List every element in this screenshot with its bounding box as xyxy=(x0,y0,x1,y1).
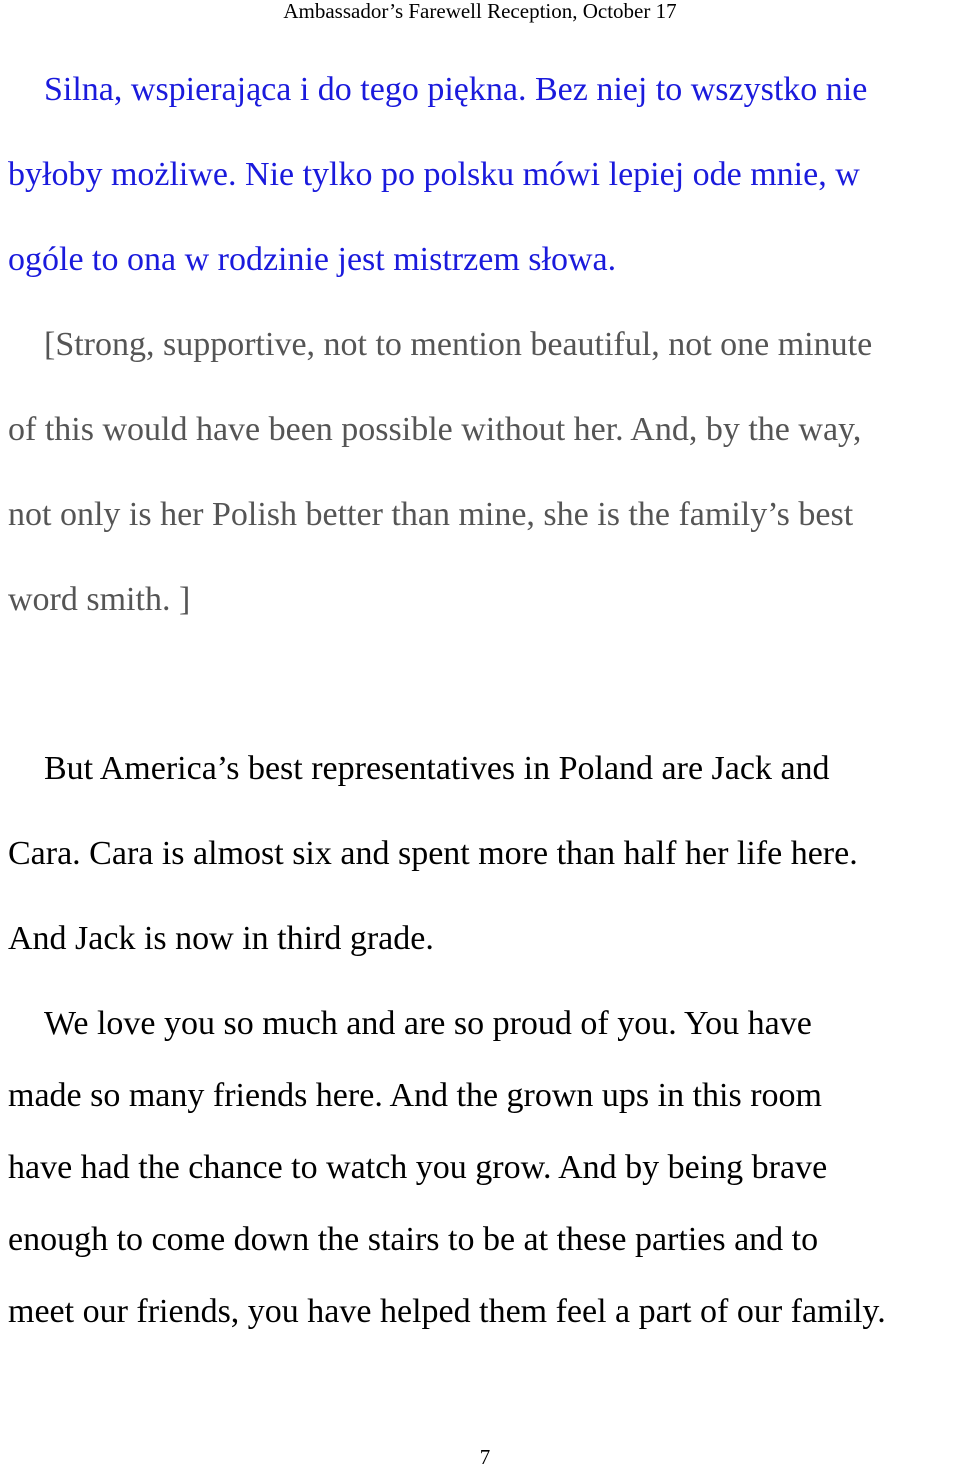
paragraph-line: made so many friends here. And the grown ups in this room xyxy=(8,1077,822,1114)
paragraph-line: word smith. ] xyxy=(8,581,191,618)
paragraph-line: But America’s best representatives in Poland are Jack and xyxy=(44,750,830,787)
paragraph-line: And Jack is now in third grade. xyxy=(8,920,434,957)
page-header: Ambassador’s Farewell Reception, October 17 xyxy=(283,0,677,23)
paragraph-line: ogóle to ona w rodzinie jest mistrzem słowa. xyxy=(8,241,617,278)
paragraph-line: [Strong, supportive, not to mention beautiful, not one minute xyxy=(44,326,873,363)
paragraph-line: have had the chance to watch you grow. And by being brave xyxy=(8,1149,828,1186)
paragraph-line: enough to come down the stairs to be at these parties and to xyxy=(8,1221,819,1258)
paragraph-line: Silna, wspierająca i do tego piękna. Bez niej to wszystko nie xyxy=(44,71,868,108)
paragraph-line: byłoby możliwe. Nie tylko po polsku mówi lepiej ode mnie, w xyxy=(8,156,860,193)
paragraph-line: of this would have been possible without her. And, by the way, xyxy=(8,411,862,448)
paragraph-line: meet our friends, you have helped them feel a part of our family. xyxy=(8,1293,886,1330)
paragraph-line: We love you so much and are so proud of you. You have xyxy=(44,1005,812,1042)
paragraph-line: not only is her Polish better than mine, she is the family’s best xyxy=(8,496,854,533)
page-number: 7 xyxy=(479,1445,491,1469)
paragraph-line: Cara. Cara is almost six and spent more than half her life here. xyxy=(8,835,858,872)
